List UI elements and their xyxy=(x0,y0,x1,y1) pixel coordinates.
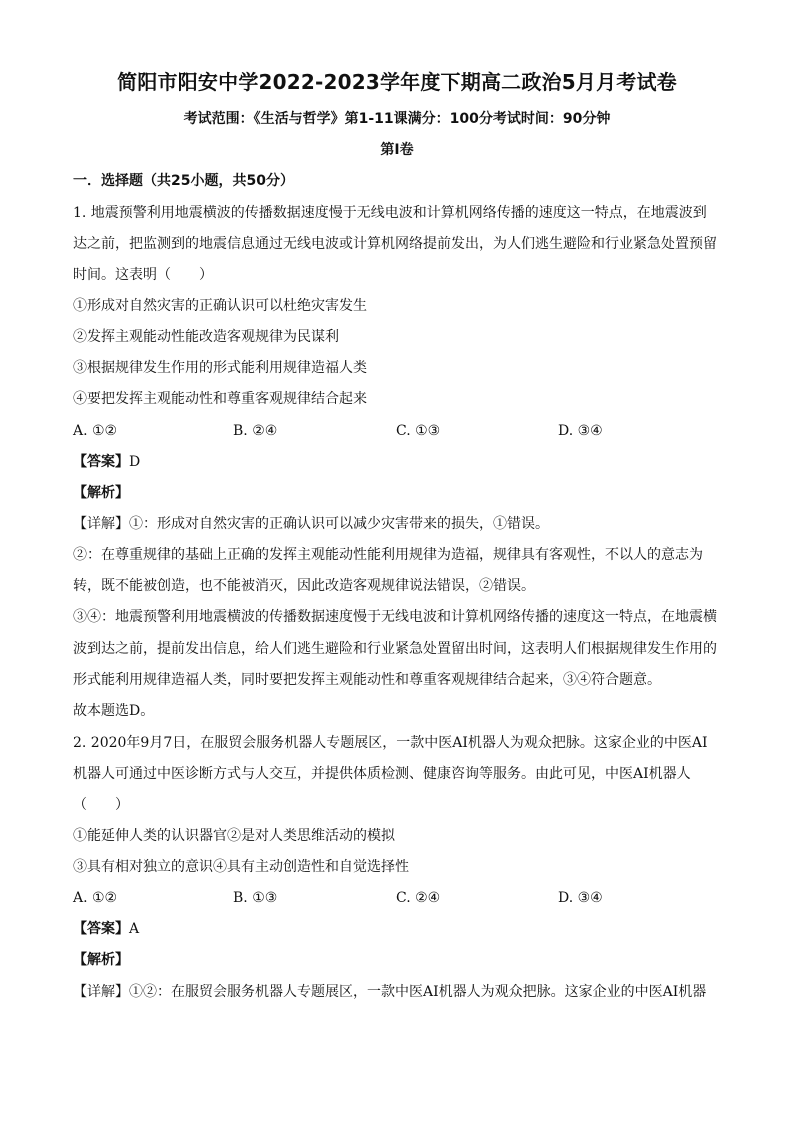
volume-label: 第I卷 xyxy=(380,142,414,158)
q2-option-b: B. ①③ xyxy=(233,890,278,906)
q2-item-2: ③具有相对独立的意识④具有主动创造性和自觉选择性 xyxy=(73,859,409,875)
q1-option-d: D. ③④ xyxy=(558,423,603,439)
q1-detail-line-4: ③④：地震预警利用地震横波的传播数据速度慢于无线电波和计算机网络传播的速度这一特点，在地震横 xyxy=(73,609,717,625)
q1-option-a: A. ①② xyxy=(73,423,118,439)
q1-stem-line-1: 1. 地震预警利用地震横波的传播数据速度慢于无线电波和计算机网络传播的速度这一特点，在地震波到 xyxy=(73,205,707,221)
q1-detail-line-1: 【详解】①：形成对自然灾害的正确认识可以减少灾害带来的损失，①错误。 xyxy=(73,516,549,532)
q1-answer-label: 【答案】 xyxy=(73,454,129,470)
q1-answer xyxy=(73,453,723,471)
q2-stem-line-3: （ ） xyxy=(73,797,129,813)
q1-answer-value: D xyxy=(129,454,141,470)
q1-item-3: ③根据规律发生作用的形式能利用规律造福人类 xyxy=(73,360,367,376)
q1-item-1: ①形成对自然灾害的正确认识可以杜绝灾害发生 xyxy=(73,298,367,314)
q2-stem-line-1: 2. 2020年9月7日，在服贸会服务机器人专题展区，一款中医AI机器人为观众把脉。这家企业的中医AI xyxy=(73,735,708,751)
q2-item-1: ①能延伸人类的认识器官②是对人类思维活动的模拟 xyxy=(73,828,395,844)
q1-detail-line-6: 形式能利用规律造福人类，同时要把发挥主观能动性和尊重客观规律结合起来，③④符合题意。 xyxy=(73,672,661,688)
q2-option-c: C. ②④ xyxy=(396,890,441,906)
q1-stem-line-2: 达之前，把监测到的地震信息通过无线电波或计算机网络提前发出，为人们逃生避险和行业紧急处置预留 xyxy=(73,236,717,252)
q2-option-a: A. ①② xyxy=(73,890,118,906)
q1-option-c: C. ①③ xyxy=(396,423,441,439)
q2-stem-line-2: 机器人可通过中医诊断方式与人交互，并提供体质检测、健康咨询等服务。由此可见，中医AI机器人 xyxy=(73,766,691,782)
q1-detail-line-2: ②：在尊重规律的基础上正确的发挥主观能动性能利用规律为造福，规律具有客观性，不以人的意志为 xyxy=(73,547,703,563)
q1-item-2: ②发挥主观能动性能改造客观规律为民谋利 xyxy=(73,329,339,345)
q1-detail-line-7: 故本题选D。 xyxy=(73,703,155,719)
section-heading: 一．选择题（共25小题，共50分） xyxy=(73,173,294,189)
q1-analysis-label: 【解析】 xyxy=(73,485,129,501)
q2-option-d: D. ③④ xyxy=(558,890,603,906)
q2-analysis-label: 【解析】 xyxy=(73,952,129,968)
q1-detail-line-5: 波到达之前，提前发出信息，给人们逃生避险和行业紧急处置留出时间，这表明人们根据规律发生作用的 xyxy=(73,641,717,657)
q2-answer xyxy=(73,920,723,938)
exam-title: 简阳市阳安中学2022-2023学年度下期高二政治5月月考试卷 xyxy=(117,70,677,94)
exam-subtitle: 考试范围：《生活与哲学》第1-11课满分：100分考试时间：90分钟 xyxy=(183,111,611,127)
q1-item-4: ④要把发挥主观能动性和尊重客观规律结合起来 xyxy=(73,391,367,407)
q1-stem-line-3: 时间。这表明（ ） xyxy=(73,267,213,283)
q1-option-b: B. ②④ xyxy=(233,423,278,439)
q2-answer-label: 【答案】 xyxy=(73,921,129,937)
q2-detail-line-1: 【详解】①②：在服贸会服务机器人专题展区，一款中医AI机器人为观众把脉。这家企业的中医AI机器 xyxy=(73,984,707,1000)
q1-detail-line-3: 转，既不能被创造，也不能被消灭，因此改造客观规律说法错误，②错误。 xyxy=(73,578,535,594)
q2-answer-value: A xyxy=(129,921,140,937)
